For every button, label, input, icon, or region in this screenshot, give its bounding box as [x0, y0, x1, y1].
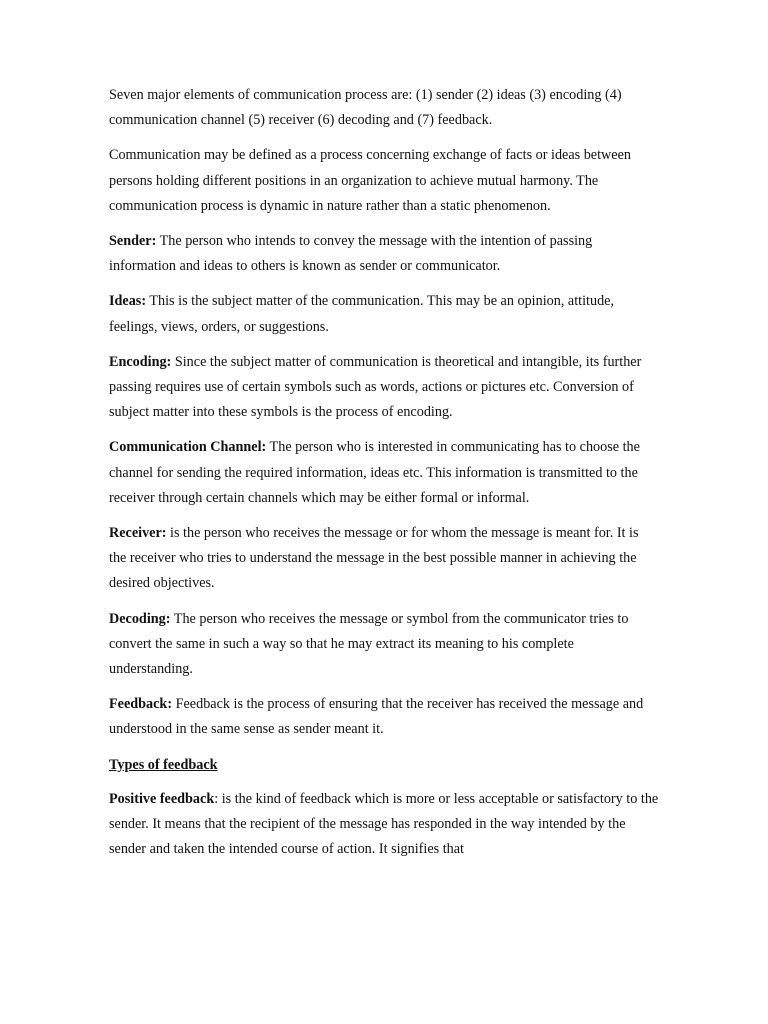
document-page: [109, 83, 659, 872]
encoding-text: Since the subject matter of communication is theoretical and intangible, its further passing requires use of certain symbols such as words, actions or pictures etc. Conversion of subject matter into these symbols is the process of encoding.: [109, 353, 642, 421]
receiver-term: Receiver:: [109, 525, 167, 542]
encoding-term: Encoding:: [109, 353, 172, 370]
communication-channel-term: Communication Channel:: [109, 439, 267, 456]
sender-paragraph: [109, 229, 659, 279]
definition-paragraph: Communication may be defined as a process concerning exchange of facts or ideas between persons holding different positions in an organization to achieve mutual harmony. The communication process is dynamic in nature rather than a static phenomenon.: [109, 147, 631, 214]
positive-feedback-text: : is the kind of feedback which is more or less acceptable or satisfactory to the sender. It means that the recipient of the message has responded in the way intended by the sender and taken the intended course of action. It signifies that: [109, 790, 659, 858]
ideas-paragraph: [109, 289, 659, 339]
sender-text: The person who intends to convey the message with the intention of passing information and ideas to others is known as sender or communicator.: [109, 233, 593, 275]
feedback-paragraph: [109, 692, 659, 742]
communication-channel-paragraph: [109, 435, 659, 511]
sender-term: Sender:: [109, 233, 157, 250]
positive-feedback-term: Positive feedback: [109, 790, 215, 807]
types-of-feedback-heading: Types of feedback: [109, 756, 218, 773]
feedback-text: Feedback is the process of ensuring that the receiver has received the message and understood in the same sense as sender meant it.: [109, 696, 644, 738]
decoding-paragraph: [109, 607, 659, 683]
receiver-paragraph: [109, 521, 659, 597]
intro-paragraph: Seven major elements of communication process are: (1) sender (2) ideas (3) encoding (4) communication channel (5) receiver (6) decoding and (7) feedback.: [109, 87, 622, 129]
communication-channel-text: The person who is interested in communicating has to choose the channel for sending the required information, ideas etc. This information is transmitted to the receiver through certain channels which may be either formal or informal.: [109, 439, 640, 506]
decoding-term: Decoding:: [109, 610, 171, 627]
feedback-term: Feedback:: [109, 696, 173, 713]
receiver-text: is the person who receives the message or for whom the message is meant for. It is the receiver who tries to understand the message in the best possible manner in achieving the desired objectives.: [109, 525, 639, 592]
encoding-paragraph: [109, 350, 659, 426]
ideas-text: This is the subject matter of the communication. This may be an opinion, attitude, feelings, views, orders, or suggestions.: [109, 293, 615, 335]
ideas-term: Ideas:: [109, 293, 147, 310]
decoding-text: The person who receives the message or symbol from the communicator tries to convert the same in such a way so that he may extract its meaning to his complete understanding.: [109, 610, 629, 678]
positive-feedback-paragraph: [109, 787, 659, 863]
